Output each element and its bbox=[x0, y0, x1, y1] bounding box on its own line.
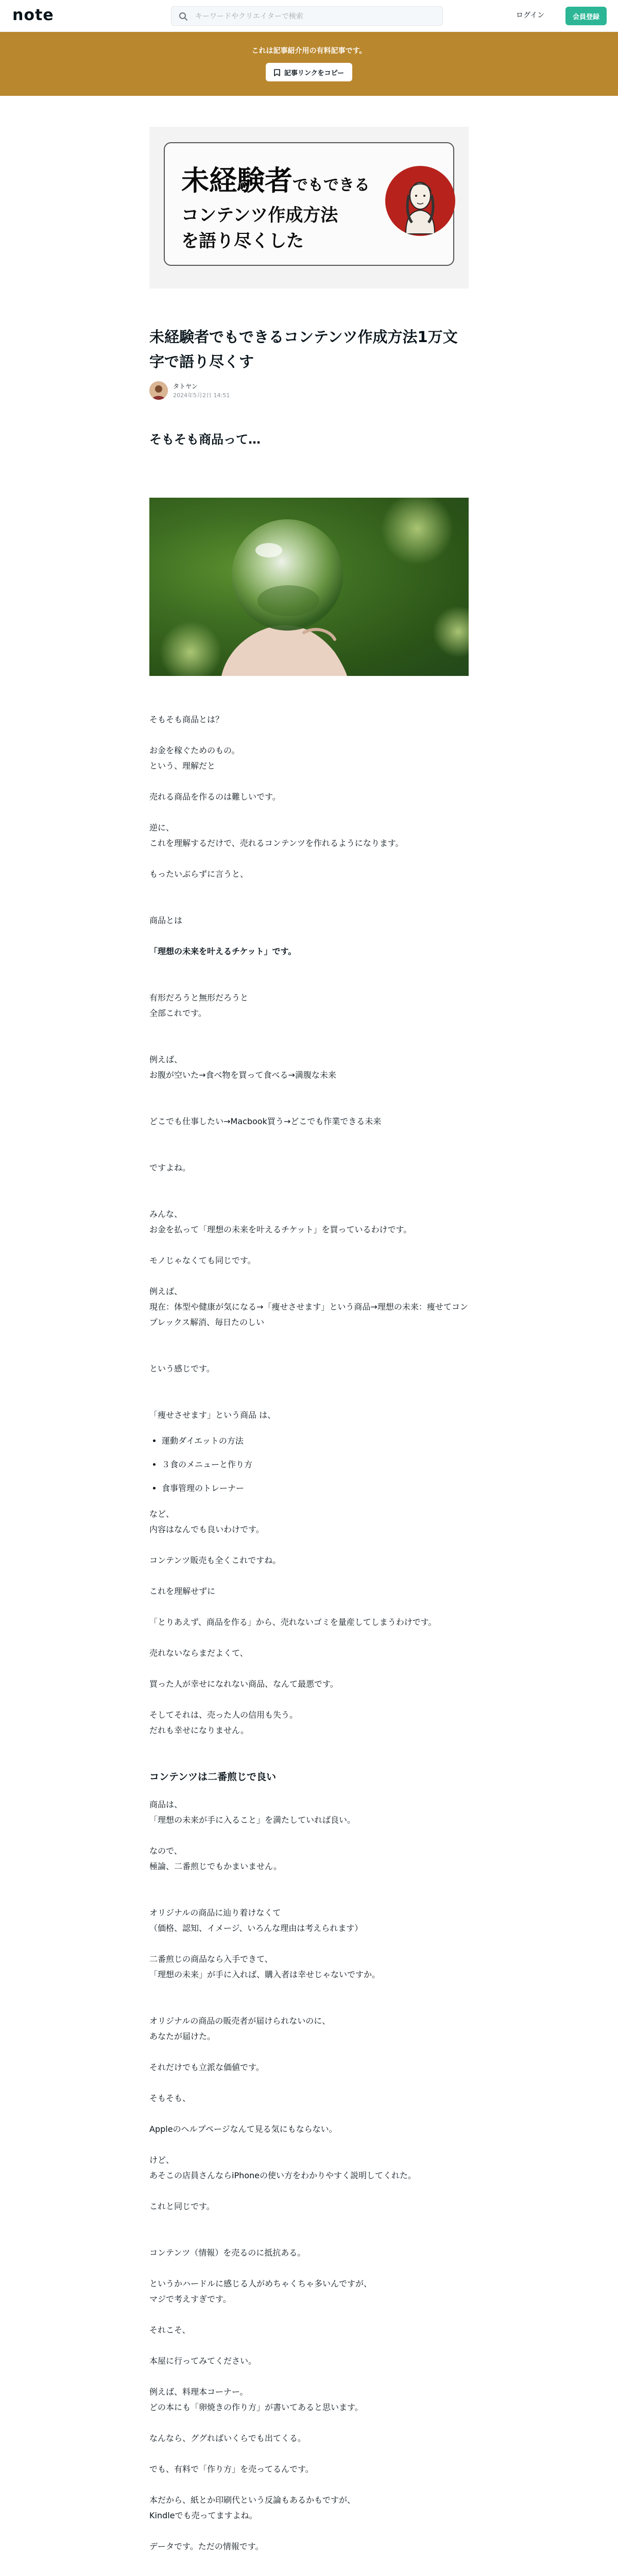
paragraph: 例えば、 お腹が空いた→食べ物を買って食べる→満腹な未来 bbox=[149, 1055, 336, 1080]
paragraph: 本だから、紙とか印刷代という反論もあるかもですが、 Kindleでも売ってますよね。 bbox=[149, 2495, 356, 2520]
list-item: • 運動ダイエットの方法 bbox=[162, 1432, 469, 1450]
section-heading: そもそも商品って… bbox=[149, 432, 261, 447]
paragraph: 売れる商品を作るのは難しいです。 bbox=[149, 792, 281, 802]
login-link[interactable]: ログイン bbox=[516, 11, 545, 20]
paragraph: コンテンツ（情報）を売るのに抵抗ある。 bbox=[149, 2248, 306, 2258]
article bbox=[149, 127, 469, 2554]
paragraph: 例えば、料理本コーナー。 どの本にも「卵焼きの作り方」が書いてあると思います。 bbox=[149, 2387, 363, 2412]
avatar-image bbox=[149, 381, 168, 400]
hero-line-1-big: 未経験者 bbox=[181, 164, 293, 197]
crystal-ball-drawing bbox=[149, 498, 469, 676]
portrait-drawing bbox=[385, 166, 455, 236]
hero-line-2: コンテンツ作成方法 bbox=[181, 205, 338, 226]
paragraph: それだけでも立派な価値です。 bbox=[149, 2062, 264, 2072]
paragraph: データです。ただの情報です。 bbox=[149, 2541, 264, 2551]
hero-line-1-small: でもできる bbox=[293, 176, 370, 194]
paragraph: というかハードルに感じる人がめちゃくちゃ多いんですが、 マジで考えすぎです。 bbox=[149, 2279, 372, 2304]
paragraph: これと同じです。 bbox=[149, 2201, 215, 2211]
hero-line-1 bbox=[181, 159, 370, 198]
paragraph: 買った人が幸せになれない商品、なんて最悪です。 bbox=[149, 1679, 338, 1689]
hero-card bbox=[164, 142, 454, 266]
search-input[interactable] bbox=[194, 7, 438, 26]
author-name[interactable]: タトヤン bbox=[173, 383, 198, 390]
paragraph: これを理解せずに bbox=[149, 1586, 216, 1596]
paragraph: 「とりあえず、商品を作る」から、売れないゴミを量産してしまうわけです。 bbox=[149, 1617, 437, 1627]
hero-image bbox=[149, 127, 469, 289]
paragraph: モノじゃなくても同じです。 bbox=[149, 1256, 256, 1265]
list-item: • ３食のメニューと作り方 bbox=[162, 1456, 469, 1473]
paragraph: それこそ、 bbox=[149, 2325, 191, 2335]
note-logo[interactable]: note bbox=[12, 6, 54, 24]
paragraph: 逆に、 これを理解するだけで、売れるコンテンツを作れるようになります。 bbox=[149, 823, 404, 848]
paragraph: オリジナルの商品に辿り着けなくて （価格、認知、イメージ、いろんな理由は考えられます） bbox=[149, 1908, 363, 1933]
hero-line-3: を語り尽くした bbox=[181, 231, 304, 251]
author-info bbox=[149, 380, 469, 403]
paragraph: 「痩せさせます」という商品 は、 bbox=[149, 1410, 276, 1420]
paragraph: など、 内容はなんでも良いわけです。 bbox=[149, 1509, 264, 1534]
global-header bbox=[0, 0, 618, 32]
bookmark-icon bbox=[274, 69, 280, 76]
paragraph: コンテンツ販売も全くこれですね。 bbox=[149, 1555, 281, 1565]
subheading: コンテンツは二番煎じで良い bbox=[149, 1771, 277, 1783]
paragraph: なんなら、ググればいくらでも出てくる。 bbox=[149, 2433, 306, 2443]
paragraph: どこでも仕事したい→Macbook買う→どこでも作業できる未来 bbox=[149, 1116, 382, 1126]
paragraph: みんな、 お金を払って「理想の未来を叶えるチケット」を買っているわけです。 bbox=[149, 1209, 412, 1234]
paragraph: 「理想の未来を叶えるチケット」です。 bbox=[149, 946, 297, 956]
paragraph: そもそも、 bbox=[149, 2093, 191, 2103]
paragraph: Appleのヘルプページなんて見る気にもならない。 bbox=[149, 2124, 337, 2134]
copy-link-button[interactable] bbox=[266, 63, 352, 81]
promo-banner bbox=[0, 32, 618, 96]
paragraph: 例えば、 現在：体型や健康が気になる→「痩せさせます」という商品→理想の未来：痩せてコンプレックス解消、毎日たのしい bbox=[149, 1286, 468, 1327]
crystal-ball-photo bbox=[149, 498, 469, 676]
paragraph: そしてそれは、売った人の信用も失う。 だれも幸せになりません。 bbox=[149, 1710, 298, 1735]
paragraph: そもそも商品とは？ bbox=[149, 715, 224, 724]
paragraph: 商品は、 「理想の未来が手に入ること」を満たしていれば良い。 bbox=[149, 1800, 356, 1825]
search-icon bbox=[179, 12, 188, 21]
paragraph: オリジナルの商品の販売者が届けられないのに、 あなたが届けた。 bbox=[149, 2016, 331, 2041]
article-body bbox=[149, 712, 469, 2554]
paragraph: 有形だろうと無形だろうと 全部これです。 bbox=[149, 993, 249, 1018]
paragraph: けど、 あそこの店員さんならiPhoneの使い方をわかりやすく説明してくれた。 bbox=[149, 2155, 417, 2180]
paragraph: 商品とは bbox=[149, 916, 183, 925]
paragraph: でも、有料で「作り方」を売ってるんです。 bbox=[149, 2464, 314, 2474]
paragraph: お金を稼ぐためのもの。 という、理解だと bbox=[149, 745, 240, 771]
avatar[interactable] bbox=[149, 381, 168, 400]
list-item: • 食事管理のトレーナー bbox=[162, 1480, 469, 1497]
paragraph: 売れないならまだよくて、 bbox=[149, 1648, 248, 1658]
signup-button[interactable]: 会員登録 bbox=[565, 7, 607, 25]
article-title: 未経験者でもできるコンテンツ作成方法1万文字で語り尽くす bbox=[149, 328, 458, 370]
paragraph: ですよね。 bbox=[149, 1163, 191, 1173]
banner-message: これは記事紹介用の有料記事です。 bbox=[251, 47, 367, 55]
paragraph: という感じです。 bbox=[149, 1364, 215, 1374]
paragraph: 本屋に行ってみてください。 bbox=[149, 2356, 257, 2366]
search-box[interactable] bbox=[171, 6, 443, 26]
paragraph: もったいぶらずに言うと、 bbox=[149, 869, 249, 879]
bullet-list bbox=[149, 1432, 469, 1497]
post-date: 2024年5月2日 14:51 bbox=[173, 392, 230, 399]
portrait-illustration bbox=[385, 166, 455, 236]
paragraph: なので、 極論、二番煎じでもかまいません。 bbox=[149, 1846, 282, 1871]
copy-link-label: 記事リンクをコピー bbox=[284, 69, 345, 77]
paragraph: 二番煎じの商品なら入手できて、 「理想の未来」が手に入れば、購入者は幸せじゃないですか。 bbox=[149, 1954, 381, 1979]
